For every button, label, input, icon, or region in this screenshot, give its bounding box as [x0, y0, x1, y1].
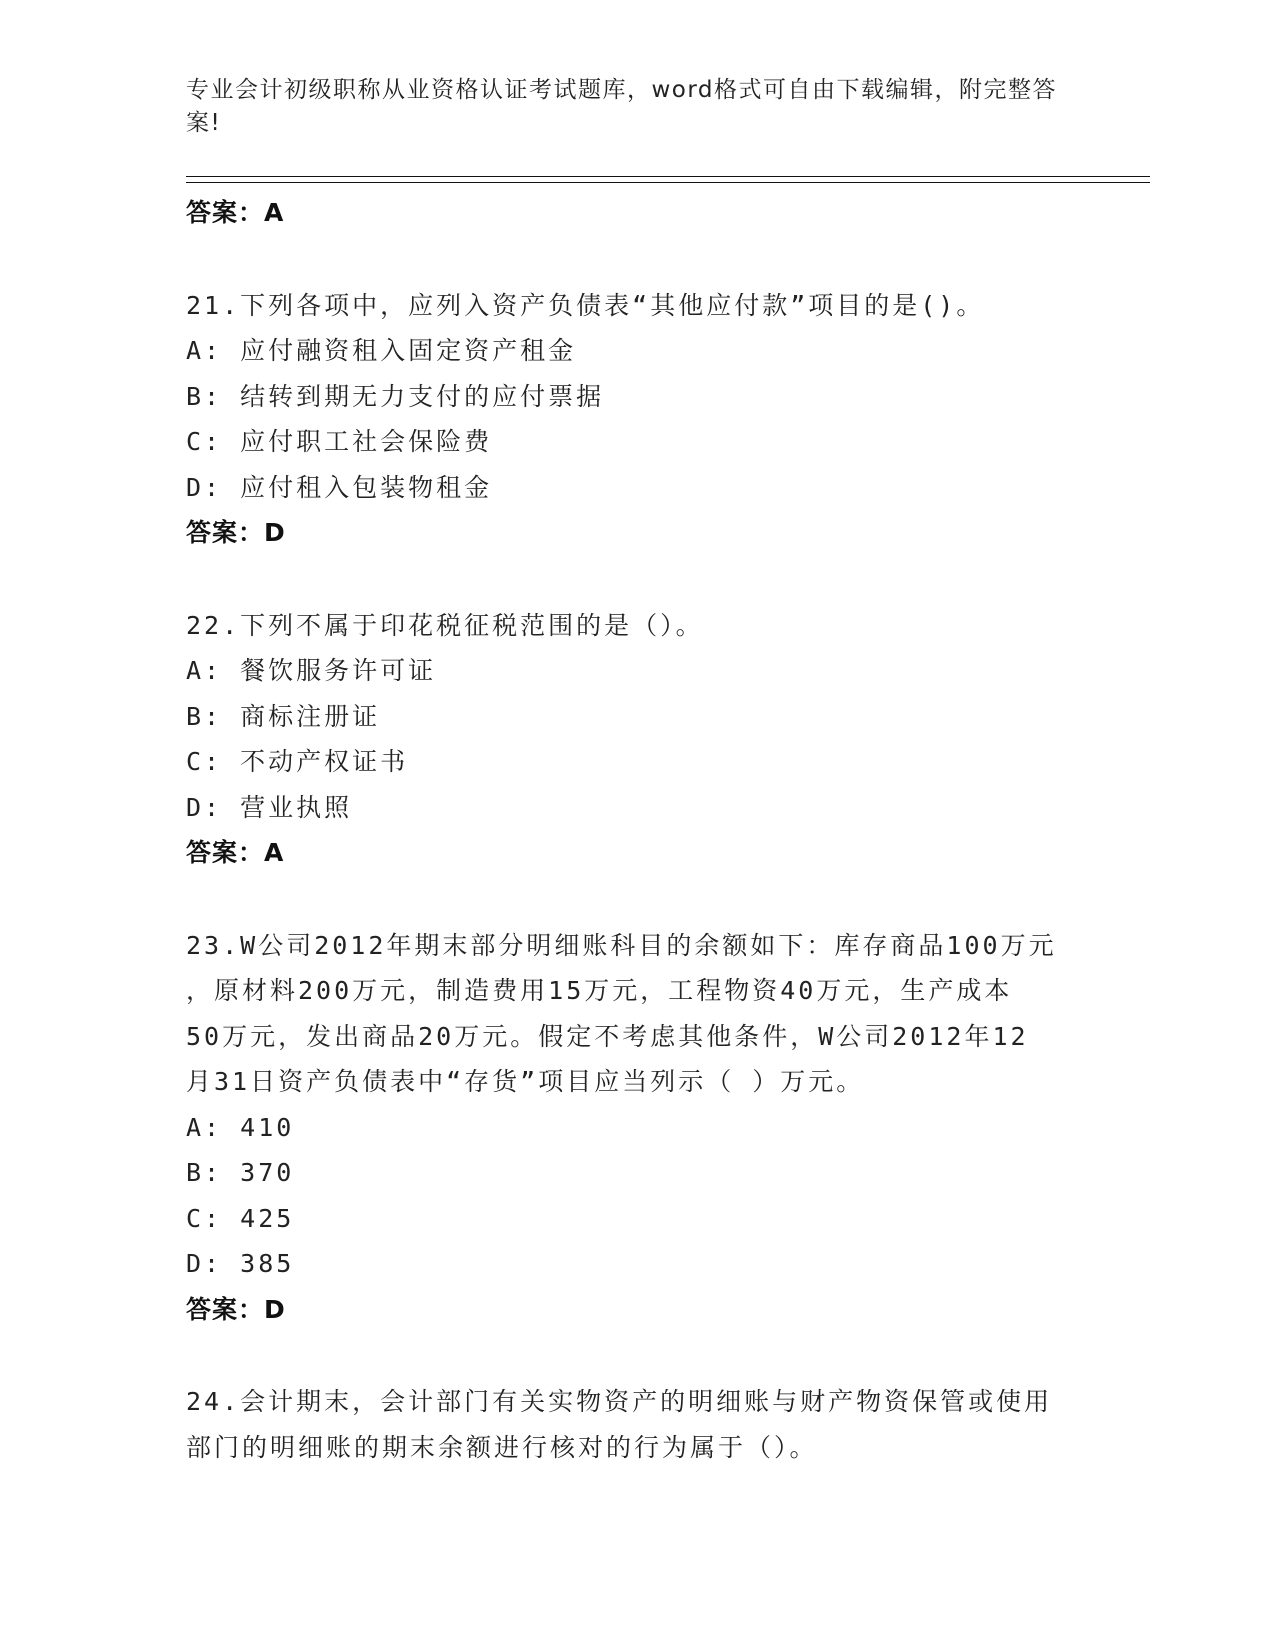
question-stem-line-4: 月31日资产负债表中“存货”项目应当列示（ ）万元。: [186, 1067, 865, 1096]
option-d: D: 385: [186, 1249, 295, 1278]
answer-21: 答案：D: [186, 518, 286, 547]
header-divider-top: [186, 176, 1150, 177]
option-d: D: 应付租入包装物租金: [186, 472, 493, 502]
answer-22: 答案：A: [186, 838, 285, 867]
option-c: C: 不动产权证书: [186, 747, 409, 776]
question-21: [186, 283, 1086, 556]
header-line-2: 案!: [186, 110, 222, 136]
answer-23: 答案：D: [186, 1294, 286, 1324]
option-c: C: 应付职工社会保险费: [186, 427, 493, 456]
question-stem-line-3: 50万元，发出商品20万元。假定不考虑其他条件，W公司2012年12: [186, 1021, 1029, 1051]
option-a: A: 餐饮服务许可证: [186, 656, 437, 685]
question-stem: 22.下列不属于印花税征税范围的是（）。: [186, 610, 704, 640]
option-c: C: 425: [186, 1203, 295, 1233]
option-b: B: 结转到期无力支付的应付票据: [186, 381, 605, 411]
question-23: [186, 923, 1086, 1333]
answer-20: 答案：A: [186, 198, 285, 227]
question-stem-line-1: 23.W公司2012年期末部分明细账科目的余额如下：库存商品100万元: [186, 930, 1057, 960]
option-a: A: 应付融资租入固定资产租金: [186, 336, 577, 365]
question-list: [186, 190, 1086, 1470]
header-divider-bottom: [186, 182, 1150, 183]
question-24: [186, 1379, 1086, 1470]
question-stem: 21.下列各项中，应列入资产负债表“其他应付款”项目的是()。: [186, 290, 985, 320]
question-stem-line-2: ，原材料200万元，制造费用15万元，工程物资40万元，生产成本: [186, 976, 1013, 1005]
question-stem-line-2: 部门的明细账的期末余额进行核对的行为属于（）。: [186, 1432, 818, 1462]
option-a: A: 410: [186, 1112, 295, 1142]
question-stem-line-1: 24.会计期末，会计部门有关实物资产的明细账与财产物资保管或使用: [186, 1387, 1053, 1416]
header-line-1: 专业会计初级职称从业资格认证考试题库，word格式可自由下载编辑，附完整答: [186, 77, 1058, 103]
option-b: B: 370: [186, 1158, 295, 1187]
document-header: [186, 74, 1066, 140]
question-22: [186, 603, 1086, 876]
option-b: B: 商标注册证: [186, 701, 381, 731]
option-d: D: 营业执照: [186, 792, 353, 822]
